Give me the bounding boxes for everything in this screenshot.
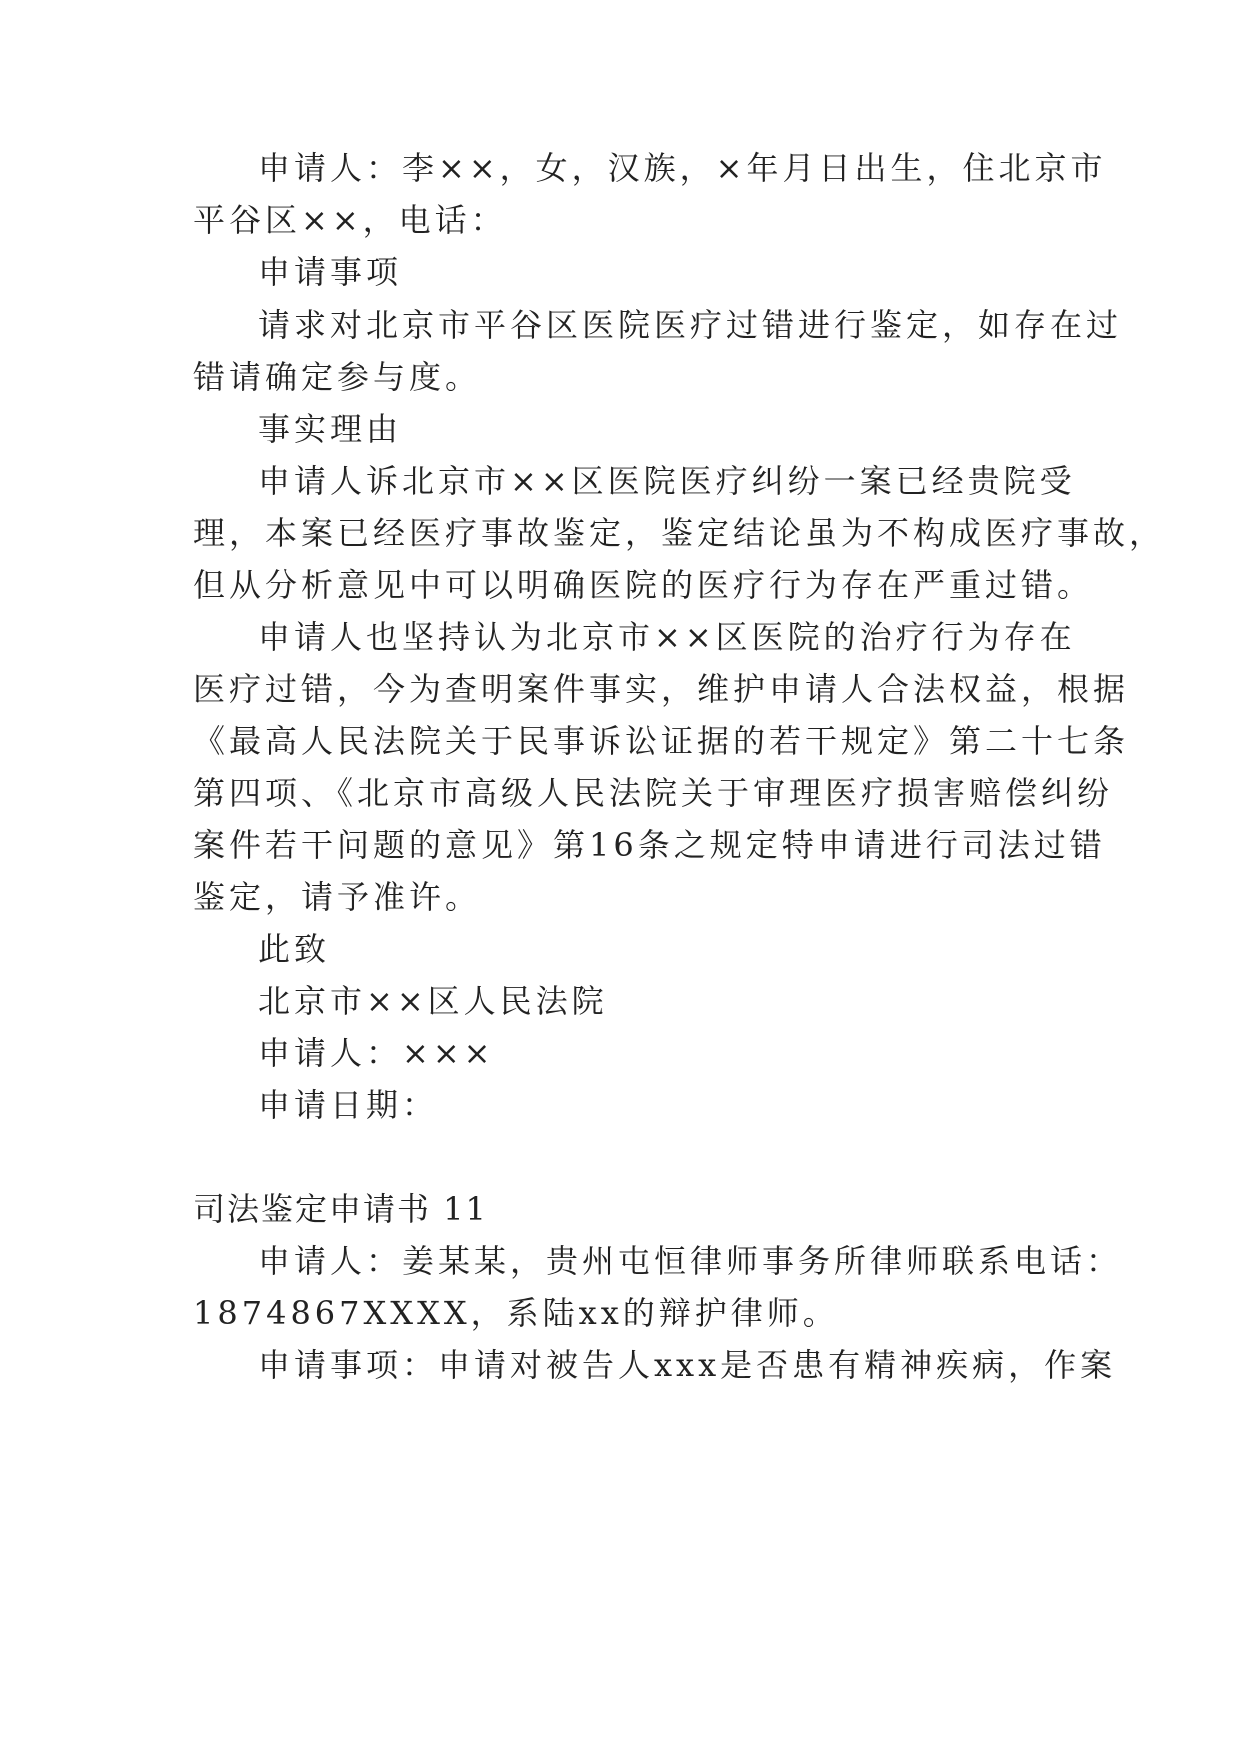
facts-line-2: 理，本案已经医疗事故鉴定，鉴定结论虽为不构成医疗事故， xyxy=(193,514,1166,552)
request-line-1: 请求对北京市平谷区医院医疗过错进行鉴定，如存在过 xyxy=(258,306,1123,344)
document-title: 司法鉴定申请书 11 xyxy=(193,1190,488,1228)
section-heading-request: 申请事项 xyxy=(258,253,403,291)
facts-line-6: 《最高人民法院关于民事诉讼证据的若干规定》第二十七条 xyxy=(193,722,1130,760)
facts-line-4: 申请人也坚持认为北京市××区医院的治疗行为存在 xyxy=(258,618,1076,656)
applicant-line-2: 平谷区××，电话： xyxy=(193,201,507,239)
facts-line-1: 申请人诉北京市××区医院医疗纠纷一案已经贵院受 xyxy=(258,462,1076,500)
facts-line-7: 第四项、《北京市高级人民法院关于审理医疗损害赔偿纠纷 xyxy=(193,774,1114,812)
applicant-line-1: 申请人：李××，女，汉族，×年月日出生，住北京市 xyxy=(258,149,1107,187)
request-line-2: 错请确定参与度。 xyxy=(193,358,482,396)
facts-line-9: 鉴定，请予准许。 xyxy=(193,878,482,916)
section-heading-facts: 事实理由 xyxy=(258,410,403,448)
second-applicant-line-1: 申请人：姜某某，贵州屯恒律师事务所律师联系电话： xyxy=(258,1242,1123,1280)
signature-applicant: 申请人：××× xyxy=(258,1034,495,1072)
signature-date: 申请日期： xyxy=(258,1086,439,1124)
facts-line-3: 但从分析意见中可以明确医院的医疗行为存在严重过错。 xyxy=(193,566,1094,604)
second-applicant-line-2: 1874867XXXX，系陆xx的辩护律师。 xyxy=(193,1294,839,1332)
facts-line-8: 案件若干问题的意见》第16条之规定特申请进行司法过错 xyxy=(193,826,1106,864)
closing-salutation: 此致 xyxy=(258,930,331,968)
second-request-line-1: 申请事项：申请对被告人xxx是否患有精神疾病，作案 xyxy=(258,1346,1117,1384)
facts-line-5: 医疗过错，今为查明案件事实，维护申请人合法权益，根据 xyxy=(193,670,1130,708)
recipient-court: 北京市××区人民法院 xyxy=(258,982,608,1020)
